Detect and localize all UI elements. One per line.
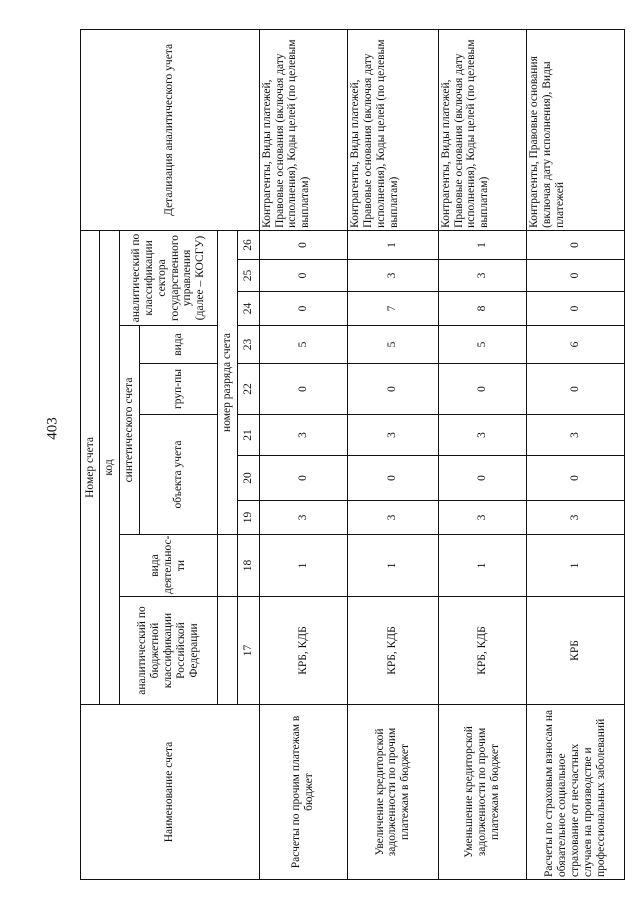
row-account-name: Расчеты по страховым взносам на обязательное социальное страхование от несчастных случаев на производстве и профессиональных заболеваний [526,705,624,880]
header-group: груп-пы [139,364,217,415]
row-c24: 8 [438,292,526,326]
row-budget: КРБ [526,597,624,705]
col-number: 17 [237,597,259,705]
row-c22: 0 [347,364,438,415]
row-c25: 3 [347,260,438,292]
col-number: 19 [237,501,259,535]
row-c21: 3 [438,415,526,456]
row-c21: 3 [347,415,438,456]
row-c23: 5 [438,326,526,364]
row-c19: 3 [259,501,347,535]
col-number: 20 [237,456,259,501]
row-c23: 6 [526,326,624,364]
row-c20: 0 [526,456,624,501]
row-c25: 0 [526,260,624,292]
row-activity: 1 [259,535,347,597]
col-number: 23 [237,326,259,364]
col-number: 26 [237,230,259,259]
row-c22: 0 [438,364,526,415]
header-blank-17 [218,597,237,705]
row-c24: 7 [347,292,438,326]
row-c20: 0 [259,456,347,501]
row-c22: 0 [259,364,347,415]
row-c26: 0 [526,230,624,259]
row-budget: КРБ, КДБ [438,597,526,705]
row-c21: 3 [526,415,624,456]
header-kosgu: аналитический по классификации сектора государственного управления (далее – КОСГУ) [119,230,217,325]
row-detail: Контрагенты, Виды платежей, Правовые основания (включая дату исполнения), Коды целей (по целевым выплатам) [438,29,526,230]
row-c23: 5 [259,326,347,364]
col-number: 21 [237,415,259,456]
row-c26: 1 [347,230,438,259]
row-activity: 1 [438,535,526,597]
rotated-table-wrapper [80,30,625,880]
col-number: 18 [237,535,259,597]
row-c22: 0 [526,364,624,415]
row-c23: 5 [347,326,438,364]
header-kind: вида [139,326,217,364]
header-account-number: Номер счета [81,230,100,704]
row-account-name: Увеличение кредиторской задолженности по прочим платежам в бюджет [347,705,438,880]
row-account-name: Уменьшение кредиторской задолженности по прочим платежам в бюджет [438,705,526,880]
row-activity: 1 [526,535,624,597]
header-account-object: объекта учета [139,415,217,535]
header-digit-number: номер разряда счета [218,230,237,534]
row-c19: 3 [526,501,624,535]
row-c21: 3 [259,415,347,456]
table-row [347,29,438,879]
row-detail: Контрагенты, Виды платежей, Правовые основания (включая дату исполнения), Коды целей (по целевым выплатам) [347,29,438,230]
row-detail: Контрагенты, Правовые основания (включая дату исполнения), Виды платежей [526,29,624,230]
table-row [259,29,347,879]
header-detail: Детализация аналитического учета [81,29,260,230]
row-activity: 1 [347,535,438,597]
header-account-name: Наименование счета [81,705,260,880]
table-row [438,29,526,879]
header-activity-type: вида деятельнос-ти [119,535,217,597]
row-c19: 3 [347,501,438,535]
row-budget: КРБ, КДБ [259,597,347,705]
row-c24: 0 [259,292,347,326]
accounts-table [80,29,625,880]
page-number: 403 [44,417,61,440]
row-detail: Контрагенты, Виды платежей, Правовые основания (включая дату исполнения), Коды целей (по целевым выплатам) [259,29,347,230]
row-c20: 0 [438,456,526,501]
col-number: 24 [237,292,259,326]
row-account-name: Расчеты по прочим платежам в бюджет [259,705,347,880]
header-code: код [100,230,119,704]
row-c25: 3 [438,260,526,292]
row-c19: 3 [438,501,526,535]
row-c26: 1 [438,230,526,259]
header-analytic-budget: аналитический по бюджетной классификации Российской Федерации [119,597,217,705]
col-number: 25 [237,260,259,292]
row-c26: 0 [259,230,347,259]
row-c25: 0 [259,260,347,292]
table-row [526,29,624,879]
header-blank-18 [218,535,237,597]
row-c24: 0 [526,292,624,326]
row-budget: КРБ, КДБ [347,597,438,705]
row-c20: 0 [347,456,438,501]
col-number: 22 [237,364,259,415]
header-synthetic: синтетического счета [119,326,139,535]
